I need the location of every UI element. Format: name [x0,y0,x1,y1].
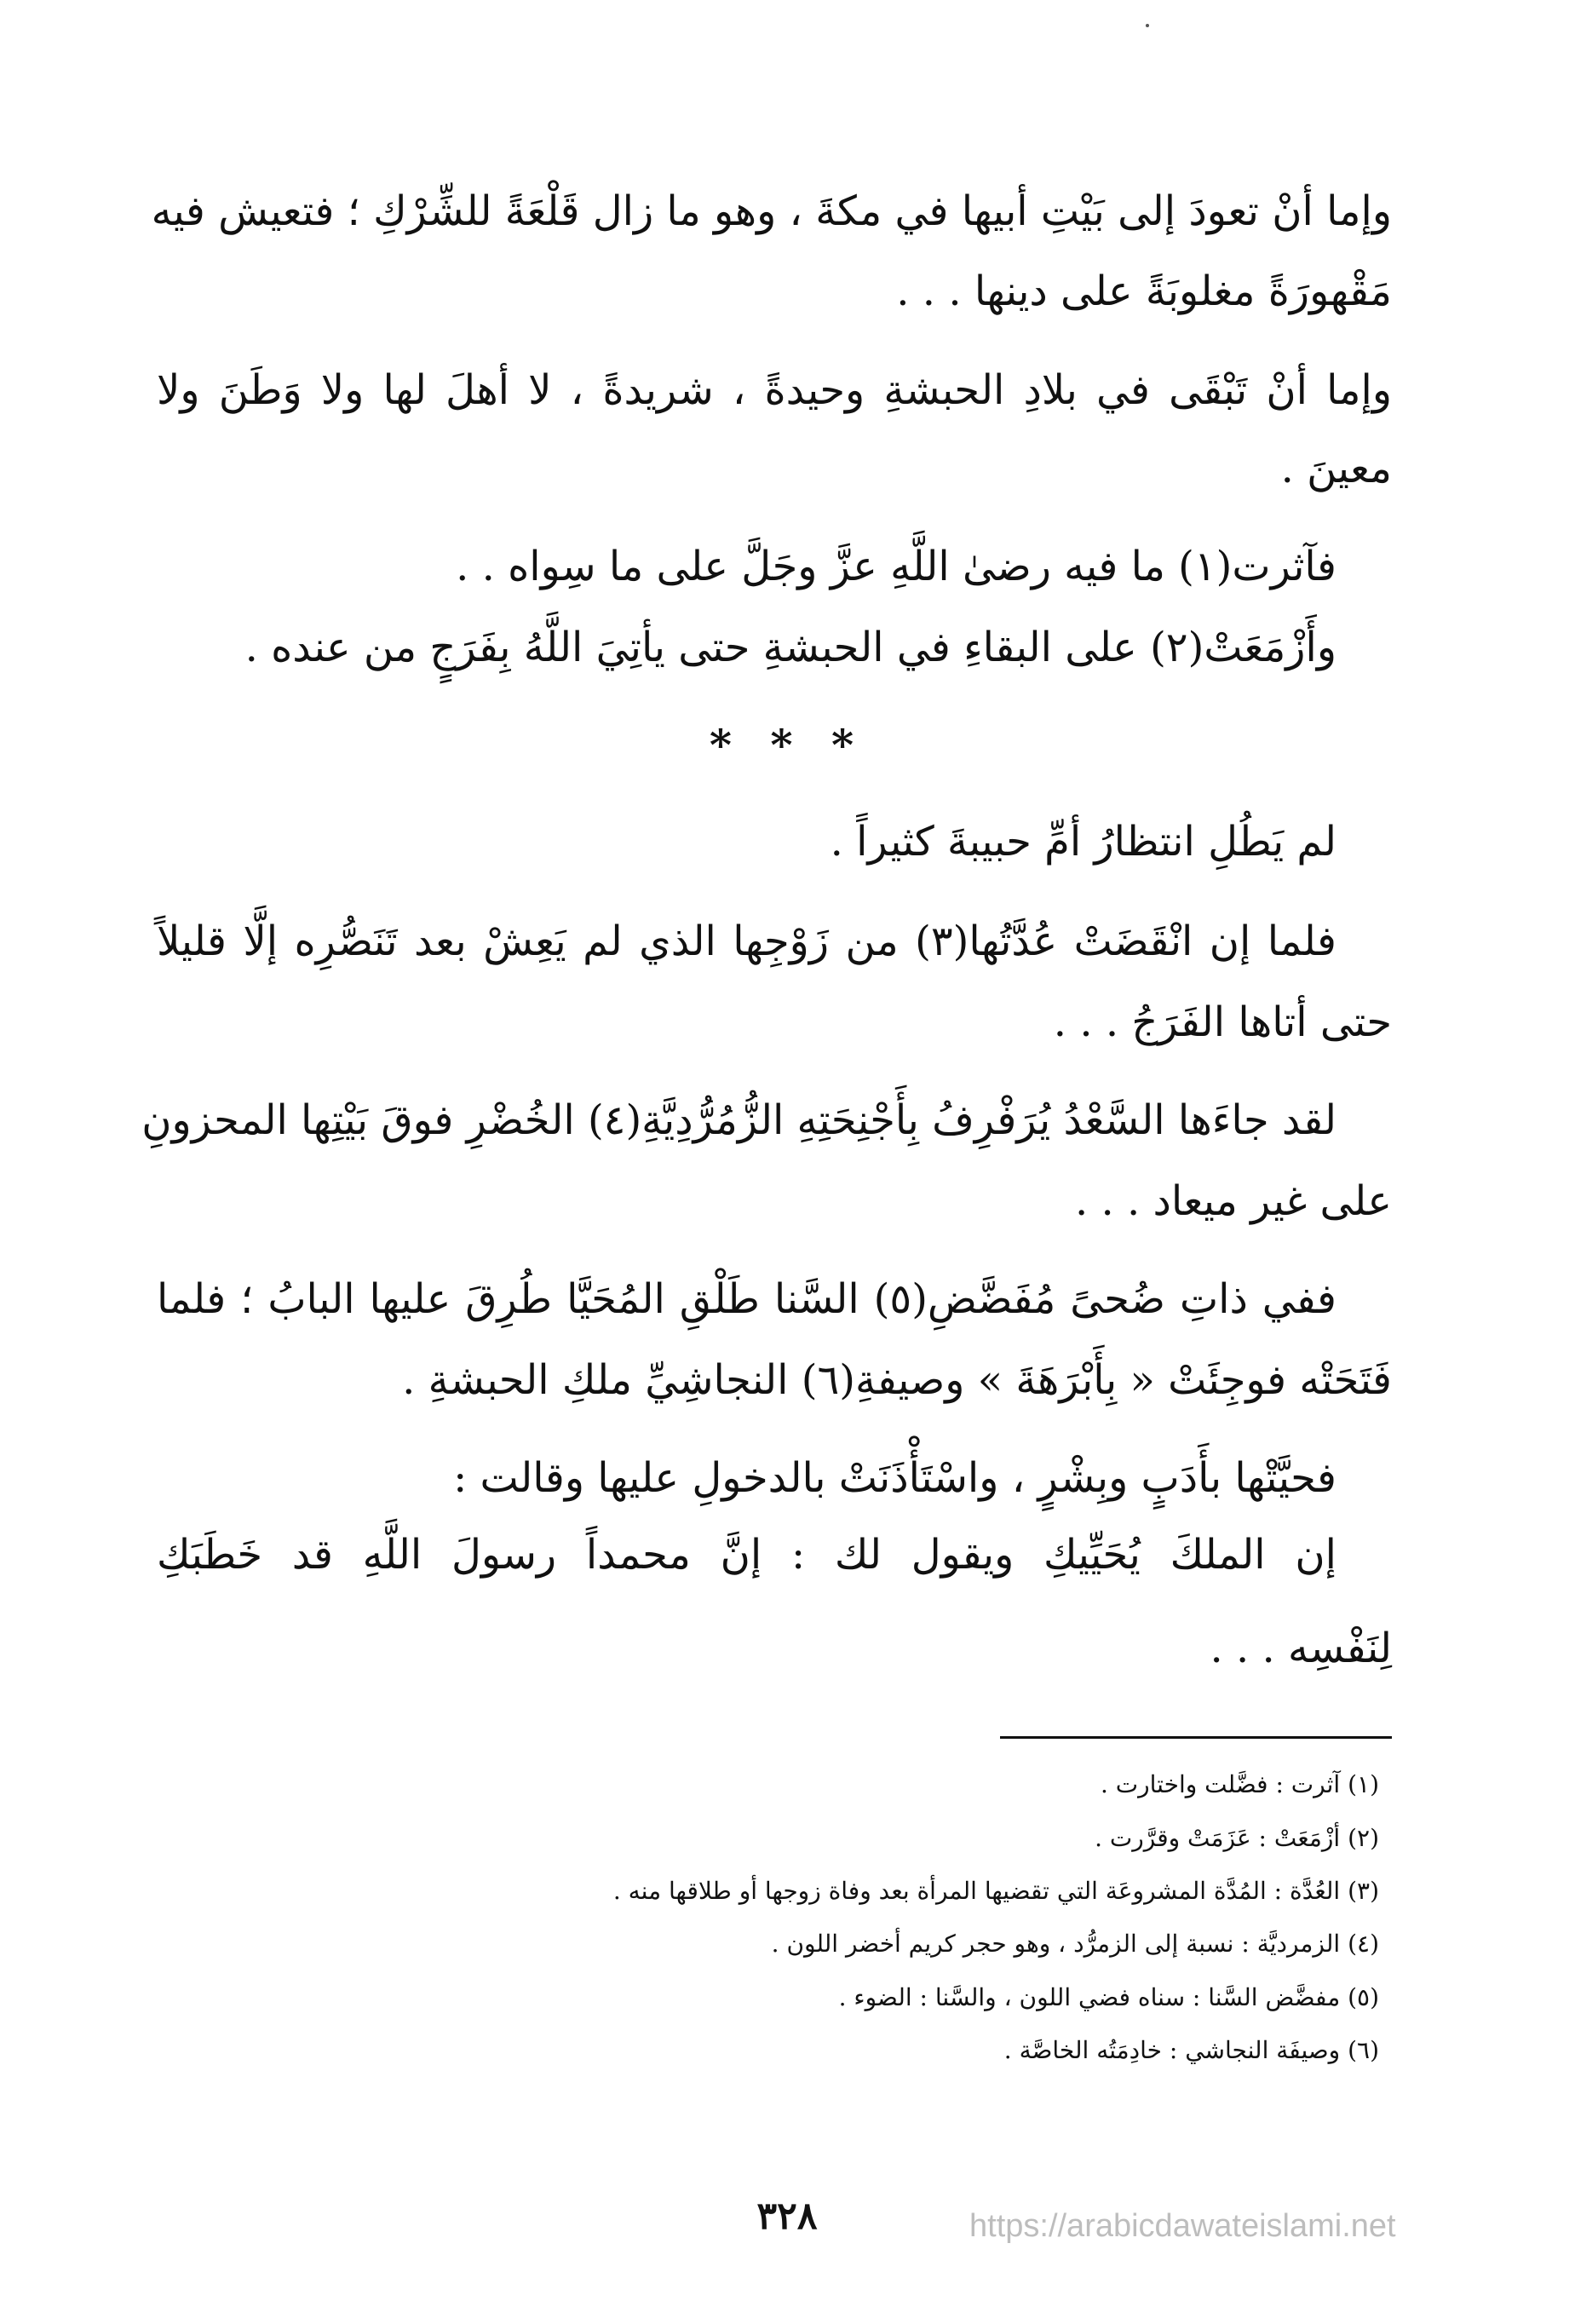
body-line: وإما أنْ تعودَ إلى بَيْتِ أبيها في مكةَ ، وهو ما زال قَلْعَةً للشِّرْكِ ؛ فتعيش فيه [151,187,1392,235]
body-line: فحيَّتْها بأَدَبٍ وبِشْرٍ ، واسْتَأْذَنَتْ بالدخولِ عليها وقالت : [453,1454,1336,1502]
footnote: (١) آثرت : فضَّلت واختارت . [1100,1770,1379,1798]
footnote-rule [1000,1736,1392,1739]
body-line: إن الملكَ يُحَيِّيكِ ويقول لك : إنَّ محمداً رسولَ اللَّهِ قد خَطَبَكِ [157,1531,1336,1579]
body-line: فلما إن انْقَضَتْ عُدَّتُها(٣) من زَوْجِها الذي لم يَعِشْ بعد تَنَصُّرِه إلَّا قليلاً [157,918,1336,965]
page-number: ٣٢٨ [756,2195,818,2238]
scan-speck [1146,24,1149,27]
section-separator: * * * [709,720,866,770]
body-line: لِنَفْسِه . . . [1210,1625,1392,1672]
body-line: مَقْهورَةً مغلوبَةً على دينها . . . [896,267,1392,315]
watermark-url: https://arabicdawateislami.net [969,2208,1396,2244]
body-line: على غير ميعاد . . . [1074,1177,1392,1225]
body-line: لقد جاءَها السَّعْدُ يُرَفْرِفُ بِأَجْنِحَتِهِ الزُّمُرُّدِيَّةِ(٤) الخُضْرِ فوقَ بَيْتِها المحزونِ [141,1096,1336,1144]
body-line: ففي ذاتِ ضُحىً مُفَضَّضِ(٥) السَّنا طَلْقِ المُحَيَّا طُرِقَ عليها البابُ ؛ فلما [157,1275,1337,1323]
body-line: وأَزْمَعَتْ(٢) على البقاءِ في الحبشةِ حتى يأتِيَ اللَّهُ بِفَرَجٍ من عنده . [244,624,1336,671]
footnote: (٢) أزْمَعَتْ : عَزَمَتْ وقرَّرت . [1095,1824,1379,1852]
body-line: فَتَحَتْه فوجِئَتْ « بِأَبْرَهَةَ » وصيفةِ(٦) النجاشِيِّ ملكِ الحبشةِ . [402,1356,1392,1404]
body-line: لم يَطُلِ انتظارُ أمِّ حبيبةَ كثيراً . [830,818,1336,866]
body-line: وإما أنْ تَبْقَى في بلادِ الحبشةِ وحيدةً ، شريدةً ، لا أهلَ لها ولا وَطَنَ ولا [157,366,1392,414]
footnote: (٤) الزمرديَّة : نسبة إلى الزمرُّد ، وهو حجر كريم أخضر اللون . [771,1930,1379,1958]
body-line: معينَ . [1280,445,1392,492]
footnote: (٦) وصيفَة النجاشي : خادِمَتُه الخاصَّة . [1003,2036,1379,2064]
footnote: (٥) مفضَّض السَّنا : سناه فضي اللون ، والسَّنا : الضوء . [838,1983,1379,2011]
body-line: حتى أتاها الفَرَجُ . . . [1053,998,1392,1046]
body-line: فآثرت(١) ما فيه رضىٰ اللَّهِ عزَّ وجَلَّ على ما سِواه . . [456,543,1336,590]
footnote: (٣) العُدَّة : المُدَّة المشروعَة التي تقضيها المرأة بعد وفاة زوجها أو طلاقها منه . [612,1877,1379,1905]
